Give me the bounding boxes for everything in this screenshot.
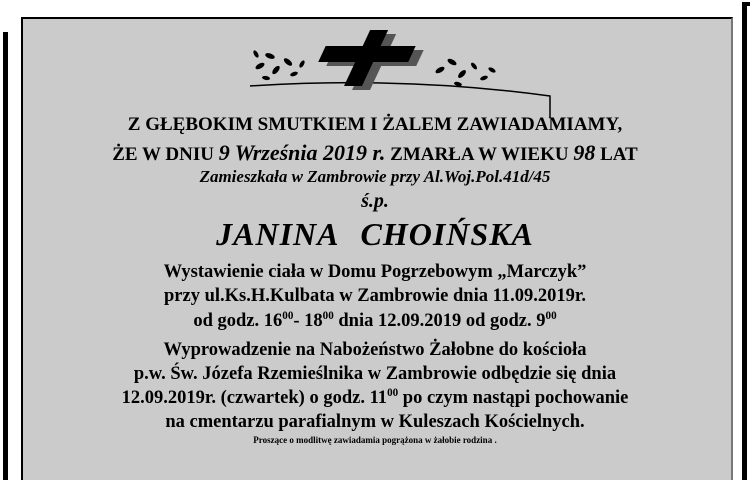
deceased-name <box>0 216 750 253</box>
funeral-time-min: 00 <box>387 387 399 399</box>
closing-line: Proszące o modlitwę zawiadamia pogrążona w żałobie rodzina . <box>253 435 497 445</box>
funeral-line-2: p.w. Św. Józefa Rzemieślnika w Zambrowie odbędzie się dnia <box>133 364 617 384</box>
viewing-time-end-min: 00 <box>322 310 334 322</box>
viewing-line-3 <box>0 311 750 332</box>
funeral-line-4: na cmentarzu parafialnym w Kuleszach Kościelnych. <box>165 412 585 432</box>
viewing-time-end: - 18 <box>293 311 323 331</box>
death-date: 9 Września 2019 r. <box>218 140 386 165</box>
viewing-line-1: Wystawienie ciała w Domu Pogrzebowym „Marczyk” <box>163 262 587 282</box>
sp-label: ś.p. <box>361 190 389 212</box>
viewing-time-start-min: 00 <box>282 310 294 322</box>
burial-text: po czym nastąpi pochowanie <box>398 388 629 408</box>
funeral-line-3 <box>0 388 750 409</box>
line2-prefix: ŻE W DNIU <box>112 144 214 165</box>
funeral-line-1: Wyprowadzenie na Nabożeństwo Żałobne do kościoła <box>163 340 587 360</box>
viewing-second-day: dnia 12.09.2019 od godz. 9 <box>333 311 546 331</box>
last-name: CHOIŃSKA <box>360 216 534 252</box>
announcement-line-2 <box>0 140 750 166</box>
line2-suffix: LAT <box>600 144 638 165</box>
announcement-line-1: Z GŁĘBOKIM SMUTKIEM I ŻALEM ZAWIADAMIAMY, <box>127 114 623 135</box>
age: 98 <box>573 140 596 165</box>
viewing-second-time-min: 00 <box>545 310 557 322</box>
viewing-time-start: od godz. 16 <box>193 311 283 331</box>
viewing-line-2: przy ul.Ks.H.Kulbata w Zambrowie dnia 11.09.2019r. <box>164 286 586 306</box>
line2-middle: ZMARŁA W WIEKU <box>390 144 569 165</box>
first-name: JANINA <box>216 216 340 252</box>
cross-with-leaves-icon <box>230 26 580 126</box>
residence-line: Zamieszkała w Zambrowie przy Al.Woj.Pol.41d/45 <box>199 167 551 186</box>
funeral-time: 12.09.2019r. (czwartek) o godz. 11 <box>121 388 388 408</box>
top-frame-corner <box>742 2 750 6</box>
